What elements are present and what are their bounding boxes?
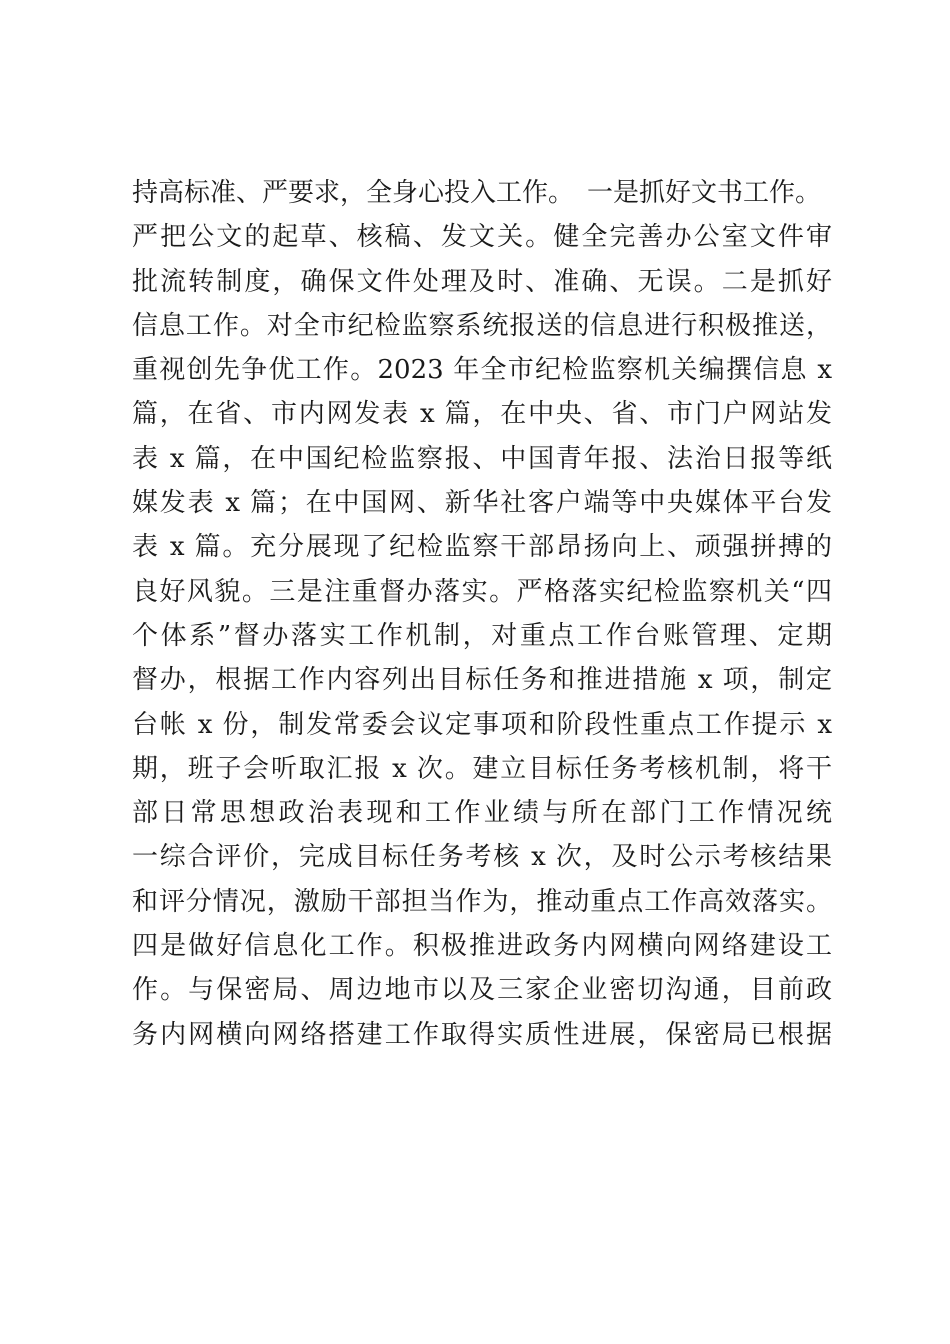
text-line: 作。与保密局、周边地市以及三家企业密切沟通，目前政 bbox=[132, 975, 832, 1006]
text-line: 表 x 篇，在中国纪检监察报、中国青年报、法治日报等纸 bbox=[132, 443, 832, 474]
text-line: 信息工作。对全市纪检监察系统报送的信息进行积极推送， bbox=[132, 310, 832, 341]
text-line: 重视创先争优工作。2023 年全市纪检监察机关编撰信息 x bbox=[132, 355, 832, 386]
text-line: 督办，根据工作内容列出目标任务和推进措施 x 项，制定 bbox=[132, 665, 832, 696]
text-line: 和评分情况，激励干部担当作为，推动重点工作高效落实。 bbox=[132, 886, 832, 917]
text-line: 四是做好信息化工作。积极推进政务内网横向网络建设工 bbox=[132, 931, 832, 962]
text-line: 期，班子会听取汇报 x 次。建立目标任务考核机制，将干 bbox=[132, 753, 832, 784]
text-line: 务内网横向网络搭建工作取得实质性进展，保密局已根据 bbox=[132, 1019, 832, 1050]
text-line: 良好风貌。三是注重督办落实。严格落实纪检监察机关“四 bbox=[132, 576, 832, 607]
text-line: 严把公文的起草、核稿、发文关。健全完善办公室文件审 bbox=[132, 222, 832, 253]
text-line: 台帐 x 份，制发常委会议定事项和阶段性重点工作提示 x bbox=[132, 709, 832, 740]
body-text bbox=[132, 171, 832, 1057]
text-line: 个体系”督办落实工作机制，对重点工作台账管理、定期 bbox=[132, 620, 832, 651]
text-line: 一综合评价，完成目标任务考核 x 次，及时公示考核结果 bbox=[132, 842, 832, 873]
text-line: 部日常思想政治表现和工作业绩与所在部门工作情况统 bbox=[132, 798, 832, 829]
text-line: 篇，在省、市内网发表 x 篇，在中央、省、市门户网站发 bbox=[132, 399, 832, 430]
text-line: 批流转制度，确保文件处理及时、准确、无误。二是抓好 bbox=[132, 266, 832, 297]
text-line: 持高标准、严要求，全身心投入工作。 一是抓好文书工作。 bbox=[132, 178, 822, 208]
text-line: 表 x 篇。充分展现了纪检监察干部昂扬向上、顽强拼搏的 bbox=[132, 532, 832, 563]
text-line: 媒发表 x 篇；在中国网、新华社客户端等中央媒体平台发 bbox=[132, 488, 832, 519]
